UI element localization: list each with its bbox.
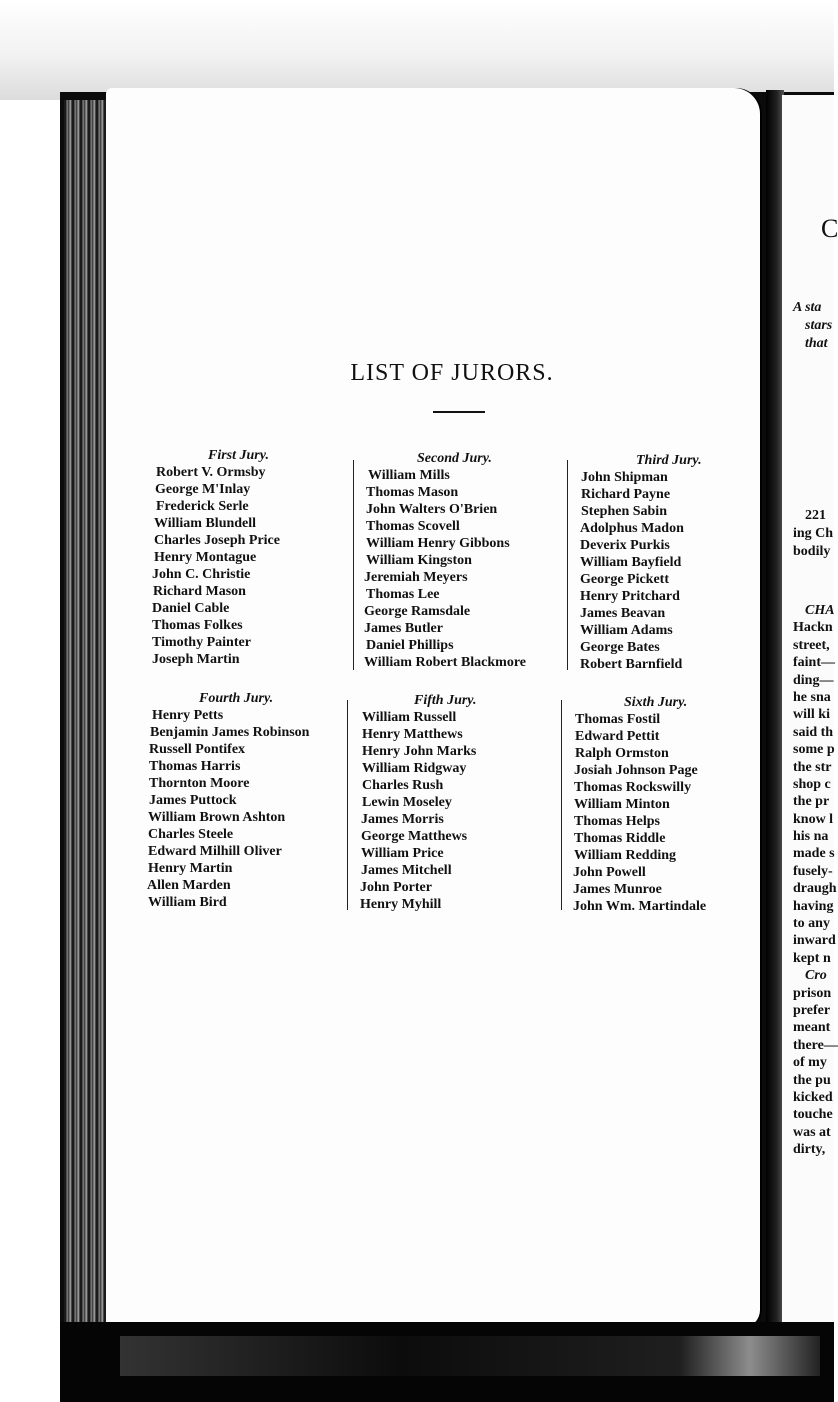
facing-page-line: the pu: [793, 1072, 831, 1088]
juror-name: Henry Myhill: [360, 897, 442, 912]
juror-name: James Mitchell: [361, 863, 452, 878]
jury-column-sixth: [573, 694, 748, 915]
juror-name: William Robert Blackmore: [364, 655, 527, 670]
juror-name: Robert Barnfield: [580, 657, 683, 672]
facing-page-line: dirty,: [793, 1142, 826, 1158]
facing-page-text: [785, 200, 838, 1300]
juror-name: William Kingston: [366, 553, 472, 568]
jury-column-first: [152, 447, 347, 668]
juror-name: Robert V. Ormsby: [156, 465, 266, 480]
facing-page-heading: C: [821, 214, 838, 243]
juror-name: Thomas Mason: [366, 485, 459, 500]
juror-name: Deverix Purkis: [580, 538, 670, 553]
juror-name: Charles Steele: [148, 827, 234, 842]
facing-page-line: touche: [793, 1107, 833, 1123]
facing-page-line: inward: [793, 933, 836, 949]
facing-page-line: prison: [793, 985, 832, 1001]
juror-name: Thomas Folkes: [152, 618, 243, 633]
juror-name: Russell Pontifex: [149, 742, 246, 757]
jury-title: Sixth Jury.: [624, 695, 688, 710]
facing-page-line: prefer: [793, 1002, 831, 1018]
juror-name: James Butler: [364, 621, 443, 636]
facing-page-line: kept n: [793, 950, 831, 966]
facing-page-line: to any: [793, 916, 830, 932]
juror-name: John Wm. Martindale: [573, 899, 707, 914]
facing-page-line: his na: [793, 829, 829, 845]
facing-page-line: Cro: [805, 968, 827, 984]
juror-name: Thomas Helps: [574, 814, 660, 829]
juror-name: John Porter: [360, 880, 432, 895]
juror-name: James Puttock: [149, 793, 237, 808]
facing-page-line: ding—: [793, 672, 834, 688]
facing-page-line: some p: [793, 742, 835, 758]
column-divider: [347, 700, 348, 910]
juror-name: Joseph Martin: [152, 652, 240, 667]
juror-name: William Adams: [580, 623, 673, 638]
juror-name: James Morris: [361, 812, 444, 827]
juror-name: Ralph Ormston: [575, 746, 669, 761]
juror-name: Henry Martin: [148, 861, 233, 876]
juror-name: John C. Christie: [152, 567, 251, 582]
juror-name: Thomas Lee: [366, 587, 440, 602]
juror-name: William Brown Ashton: [148, 810, 286, 825]
juror-name: Henry Matthews: [362, 727, 463, 742]
facing-page-para-number: 221: [805, 508, 826, 523]
juror-name: Thomas Harris: [149, 759, 241, 774]
jury-column-fifth: [360, 692, 555, 913]
facing-page-italic-line: that: [805, 336, 828, 351]
juror-name: Allen Marden: [147, 878, 231, 893]
juror-name: William Redding: [574, 848, 677, 863]
juror-name: Stephen Sabin: [581, 504, 667, 519]
facing-page-line: street,: [793, 637, 830, 653]
juror-name: Charles Rush: [362, 778, 444, 793]
juror-name: Richard Mason: [153, 584, 246, 599]
facing-page-line: Hackn: [793, 620, 833, 636]
facing-page-italic-line: stars: [805, 318, 833, 333]
juror-name: William Bird: [148, 895, 227, 910]
juror-name: Henry Pritchard: [580, 589, 680, 604]
facing-page-line: shop c: [793, 776, 831, 792]
column-divider: [567, 460, 568, 670]
juror-list: [573, 711, 748, 915]
scan-background-top: [0, 0, 834, 100]
juror-name: William Ridgway: [362, 761, 467, 776]
facing-page-line: bodily: [793, 544, 831, 559]
juror-name: George Bates: [580, 640, 660, 655]
facing-page-line: was at: [793, 1124, 831, 1140]
juror-list: [152, 464, 347, 668]
juror-name: Benjamin James Robinson: [150, 725, 310, 740]
juror-name: William Henry Gibbons: [366, 536, 510, 551]
juror-name: George M'Inlay: [155, 482, 251, 497]
juror-list: [360, 709, 555, 913]
jury-title: Fifth Jury.: [414, 693, 477, 708]
juror-name: Edward Milhill Oliver: [148, 844, 282, 859]
juror-name: William Price: [361, 846, 444, 861]
juror-name: William Bayfield: [580, 555, 682, 570]
juror-name: James Beavan: [580, 606, 666, 621]
juror-name: Frederick Serle: [156, 499, 249, 514]
facing-page-line: meant: [793, 1020, 831, 1036]
jury-column-fourth: [148, 690, 343, 911]
jury-title: Fourth Jury.: [199, 691, 274, 706]
jury-column-second: [364, 450, 564, 671]
juror-name: Adolphus Madon: [580, 521, 684, 536]
juror-name: John Powell: [573, 865, 646, 880]
page-title: LIST OF JURORS.: [350, 360, 554, 387]
facing-page-line: CHA: [805, 603, 835, 618]
facing-page-line: fusely-: [793, 863, 833, 879]
juror-name: John Walters O'Brien: [366, 502, 498, 517]
facing-page-line: of my: [793, 1055, 827, 1071]
juror-name: William Mills: [368, 468, 450, 483]
juror-name: William Russell: [362, 710, 457, 725]
juror-name: Thomas Fostil: [575, 712, 661, 727]
jury-title: Second Jury.: [417, 451, 492, 466]
juror-name: Daniel Cable: [152, 601, 230, 616]
jury-title: First Jury.: [208, 448, 269, 463]
facing-page-line: know l: [793, 811, 834, 827]
juror-name: George Pickett: [580, 572, 670, 587]
facing-page-line: said th: [793, 724, 834, 740]
juror-list: [148, 707, 343, 911]
facing-page-line: made s: [793, 846, 835, 862]
juror-name: Timothy Painter: [152, 635, 251, 650]
juror-name: William Blundell: [154, 516, 257, 531]
column-divider: [561, 700, 562, 910]
column-divider: [353, 460, 354, 670]
facing-page-line: will ki: [793, 707, 830, 723]
facing-page-line: the str: [793, 759, 832, 775]
juror-name: Thornton Moore: [149, 776, 250, 791]
juror-name: Jeremiah Meyers: [364, 570, 468, 585]
facing-page-section: [793, 602, 838, 1159]
facing-page-line: kicked: [793, 1089, 833, 1105]
juror-name: George Ramsdale: [364, 604, 471, 619]
jury-title: Third Jury.: [636, 453, 702, 468]
book-bottom-edge: [60, 1322, 834, 1402]
juror-name: Henry Montague: [154, 550, 257, 565]
title-rule: [433, 411, 485, 413]
juror-name: Daniel Phillips: [366, 638, 454, 653]
juror-list: [578, 469, 748, 673]
jury-column-third: [578, 452, 748, 673]
juror-name: George Matthews: [361, 829, 468, 844]
facing-page-italic-line: A sta: [793, 300, 822, 315]
facing-page-line: draugh: [793, 881, 837, 897]
facing-page-line: there—: [793, 1037, 838, 1053]
juror-name: Thomas Riddle: [574, 831, 666, 846]
facing-page-line: ing Ch: [793, 526, 834, 541]
juror-name: Henry Petts: [152, 708, 224, 723]
juror-name: William Minton: [574, 797, 670, 812]
facing-page-line: the pr: [793, 794, 830, 810]
juror-name: John Shipman: [581, 470, 668, 485]
facing-page-line: faint—: [793, 655, 835, 671]
juror-name: Lewin Moseley: [362, 795, 452, 810]
juror-name: James Munroe: [573, 882, 662, 897]
juror-name: Henry John Marks: [362, 744, 477, 759]
juror-name: Edward Pettit: [575, 729, 660, 744]
facing-page-line: he sna: [793, 689, 831, 705]
facing-page-line: having: [793, 898, 834, 914]
juror-name: Richard Payne: [581, 487, 671, 502]
juror-list: [364, 467, 564, 671]
juror-name: Thomas Scovell: [366, 519, 460, 534]
juror-name: Josiah Johnson Page: [574, 763, 698, 778]
juror-name: Charles Joseph Price: [154, 533, 280, 548]
juror-name: Thomas Rockswilly: [574, 780, 692, 795]
